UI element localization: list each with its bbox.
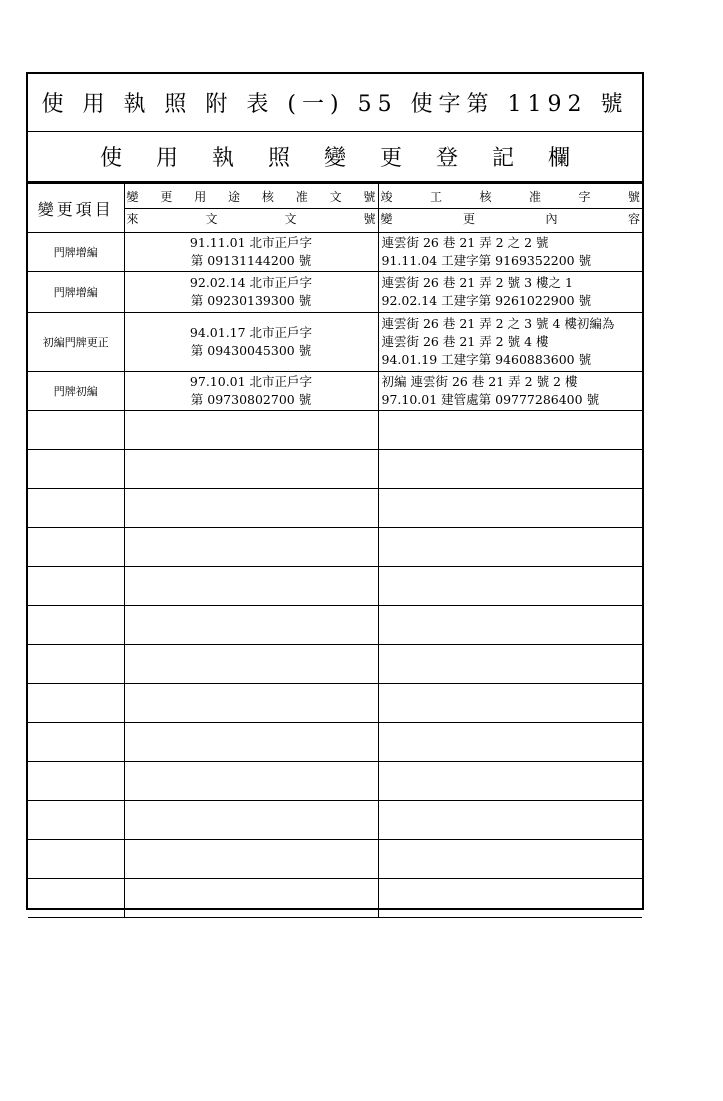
table-row	[28, 272, 642, 313]
license-form	[26, 72, 644, 910]
header-char: 更	[160, 189, 173, 204]
change-register-table	[28, 183, 642, 918]
header-completion-content	[378, 184, 642, 233]
empty-cell	[28, 489, 124, 528]
header-approval-doc-top	[125, 187, 378, 209]
change-item-cell: 門牌初編	[28, 372, 124, 411]
change-content-cell	[378, 313, 642, 372]
empty-cell	[28, 567, 124, 606]
empty-cell	[28, 606, 124, 645]
empty-cell	[124, 528, 378, 567]
empty-cell	[124, 489, 378, 528]
empty-cell	[378, 528, 642, 567]
empty-row	[28, 489, 642, 528]
section-title: 使用執照變更登記欄	[28, 132, 642, 183]
empty-cell	[124, 840, 378, 879]
table-row	[28, 372, 642, 411]
header-char: 核	[479, 189, 492, 204]
empty-row	[28, 801, 642, 840]
header-char: 文	[329, 189, 342, 204]
empty-cell	[378, 450, 642, 489]
empty-cell	[378, 801, 642, 840]
empty-cell	[378, 762, 642, 801]
table-header-row	[28, 184, 642, 233]
header-char: 字	[578, 189, 591, 204]
table-row	[28, 313, 642, 372]
content-line: 91.11.04 工建字第 9169352200 號	[381, 253, 592, 268]
change-item-cell: 門牌增編	[28, 272, 124, 313]
header-completion-bottom	[379, 209, 643, 230]
doc-line: 97.10.01 北市正戶字	[189, 374, 313, 389]
header-char: 號	[363, 211, 376, 226]
header-char: 號	[627, 189, 640, 204]
empty-row	[28, 567, 642, 606]
empty-cell	[28, 528, 124, 567]
header-char: 工	[429, 189, 442, 204]
approval-doc-cell	[124, 272, 378, 313]
change-content-cell	[378, 233, 642, 272]
change-item-cell: 門牌增編	[28, 233, 124, 272]
header-change-item: 變更項目	[28, 184, 124, 233]
empty-cell	[124, 411, 378, 450]
change-item-cell: 初編門牌更正	[28, 313, 124, 372]
empty-row	[28, 645, 642, 684]
doc-line: 第 09430045300 號	[190, 343, 312, 358]
doc-line: 92.02.14 北市正戶字	[189, 275, 313, 290]
content-line: 連雲街 26 巷 21 弄 2 之 3 號 4 樓初編為	[381, 316, 615, 331]
empty-cell	[378, 723, 642, 762]
empty-cell	[378, 567, 642, 606]
change-content-cell	[378, 372, 642, 411]
change-content-cell	[378, 272, 642, 313]
content-line: 連雲街 26 巷 21 弄 2 號 3 樓之 1	[381, 275, 573, 290]
empty-row	[28, 762, 642, 801]
empty-cell	[124, 801, 378, 840]
empty-cell	[28, 411, 124, 450]
empty-cell	[378, 411, 642, 450]
header-char: 文	[205, 211, 218, 226]
empty-cell	[124, 879, 378, 918]
header-char: 准	[295, 189, 308, 204]
empty-cell	[124, 567, 378, 606]
empty-cell	[378, 606, 642, 645]
empty-row	[28, 450, 642, 489]
empty-cell	[28, 450, 124, 489]
header-char: 更	[462, 211, 475, 226]
empty-cell	[124, 723, 378, 762]
empty-cell	[378, 840, 642, 879]
content-line: 97.10.01 建管處第 09777286400 號	[381, 392, 600, 407]
empty-cell	[28, 840, 124, 879]
empty-cell	[28, 801, 124, 840]
doc-line: 第 09230139300 號	[190, 293, 312, 308]
approval-doc-cell	[124, 313, 378, 372]
doc-line: 第 09131144200 號	[190, 253, 312, 268]
header-completion-top	[379, 187, 643, 209]
header-approval-doc	[124, 184, 378, 233]
empty-cell	[378, 879, 642, 918]
header-char: 來	[126, 211, 139, 226]
content-line: 94.01.19 工建字第 9460883600 號	[381, 352, 592, 367]
empty-cell	[28, 762, 124, 801]
doc-line: 91.11.01 北市正戶字	[189, 235, 313, 250]
empty-cell	[124, 684, 378, 723]
header-char: 核	[261, 189, 274, 204]
empty-row	[28, 684, 642, 723]
empty-cell	[124, 450, 378, 489]
header-char: 准	[528, 189, 541, 204]
doc-line: 94.01.17 北市正戶字	[189, 325, 313, 340]
doc-line: 第 09730802700 號	[190, 392, 312, 407]
header-char: 變	[380, 211, 393, 226]
page-title: 使 用 執 照 附 表 (一) 55 使字第 1192 號	[28, 74, 642, 132]
approval-doc-cell	[124, 233, 378, 272]
empty-row	[28, 723, 642, 762]
header-char: 竣	[380, 189, 393, 204]
header-char: 文	[284, 211, 297, 226]
header-char: 途	[228, 189, 241, 204]
table-row	[28, 233, 642, 272]
empty-cell	[28, 723, 124, 762]
header-approval-doc-bottom	[125, 209, 378, 230]
empty-cell	[378, 684, 642, 723]
header-char: 號	[363, 189, 376, 204]
empty-row	[28, 528, 642, 567]
content-line: 92.02.14 工建字第 9261022900 號	[381, 293, 592, 308]
approval-doc-cell	[124, 372, 378, 411]
empty-cell	[378, 645, 642, 684]
content-line: 連雲街 26 巷 21 弄 2 號 4 樓	[381, 334, 549, 349]
empty-cell	[124, 762, 378, 801]
header-char: 容	[627, 211, 640, 226]
empty-row	[28, 840, 642, 879]
header-char: 用	[194, 189, 207, 204]
empty-cell	[124, 606, 378, 645]
content-line: 連雲街 26 巷 21 弄 2 之 2 號	[381, 235, 549, 250]
empty-cell	[378, 489, 642, 528]
empty-cell	[124, 645, 378, 684]
empty-row	[28, 879, 642, 918]
header-char: 變	[126, 189, 139, 204]
empty-row	[28, 606, 642, 645]
empty-row	[28, 411, 642, 450]
empty-cell	[28, 684, 124, 723]
empty-cell	[28, 645, 124, 684]
content-line: 初編 連雲街 26 巷 21 弄 2 號 2 樓	[381, 374, 578, 389]
header-char: 內	[545, 211, 558, 226]
empty-cell	[28, 879, 124, 918]
